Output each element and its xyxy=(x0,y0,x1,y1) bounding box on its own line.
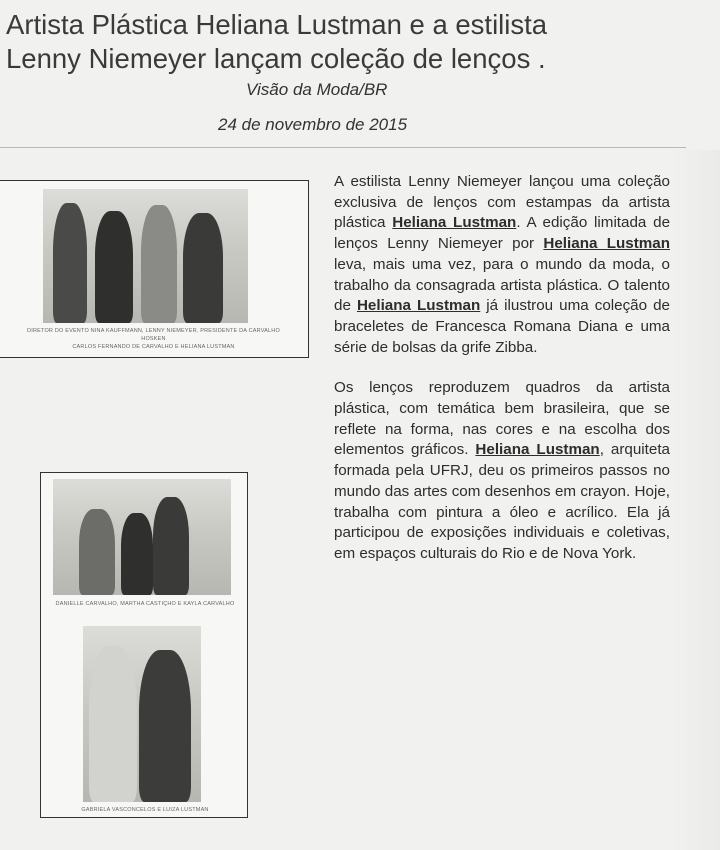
trio-photo xyxy=(53,479,231,595)
headline xyxy=(6,8,706,76)
duo-photo xyxy=(83,626,201,802)
artist-name-highlight: Heliana Lustman xyxy=(475,441,600,459)
photo-frame-group xyxy=(0,180,309,358)
headline-line-2: Lenny Niemeyer lançam coleção de lenços . xyxy=(6,43,546,74)
photo-caption: DIRETOR DO EVENTO NINA KAUFFMANN, LENNY NIEMEYER, PRESIDENTE DA CARVALHO HOSKEN CARLOS FERNANDO DE CARVALHO E HELIANA LUSTMAN xyxy=(27,328,280,350)
publication-date: 24 de novembro de 2015 xyxy=(218,115,408,134)
artist-name-highlight: Heliana Lustman xyxy=(356,297,481,315)
photo-caption: GABRIELA VASCONCELOS E LUIZA LUSTMAN xyxy=(81,807,209,813)
scan-shading xyxy=(672,150,720,850)
artist-name-highlight: Heliana Lustman xyxy=(543,235,670,253)
header-divider xyxy=(0,147,686,148)
group-photo xyxy=(43,189,248,323)
source-name: Visão da Moda/BR xyxy=(246,80,388,99)
photo-frame-pair xyxy=(40,472,248,818)
article-body xyxy=(334,172,670,585)
artist-name-highlight: Heliana Lustman xyxy=(392,214,517,232)
headline-line-1: Artista Plástica Heliana Lustman e a estilista xyxy=(6,9,548,40)
photo-caption: DANIELLE CARVALHO, MARTHA CASTIÇHO E KAYLA CARVALHO xyxy=(55,601,235,607)
article-paragraph-2: Os lenços reproduzem quadros da artista plástica, com temática bem brasileira, que se reflete na forma, nas cores e na escolha dos elementos gráficos. Heliana Lustman, arquiteta formada pela UFRJ, deu os primeiros passos no mundo das artes com desenhos em crayon. Hoje, trabalha com pintura a óleo e acrílico. Ela já participou de exposições individuais e coletivas, em espaços culturais do Rio e de Nova York. xyxy=(334,379,670,562)
article-paragraph-1: A estilista Lenny Niemeyer lançou uma coleção exclusiva de lenços com estampas da artista plástica Heliana Lustman. A edição limitada de lenços Lenny Niemeyer por Heliana Lustman leva, mais uma vez, para o mundo da moda, o trabalho da consagrada artista plástica. O talento de Heliana Lustman já ilustrou uma coleção de braceletes de Francesca Romana Diana e uma série de bolsas da grife Zibba. xyxy=(334,173,671,356)
